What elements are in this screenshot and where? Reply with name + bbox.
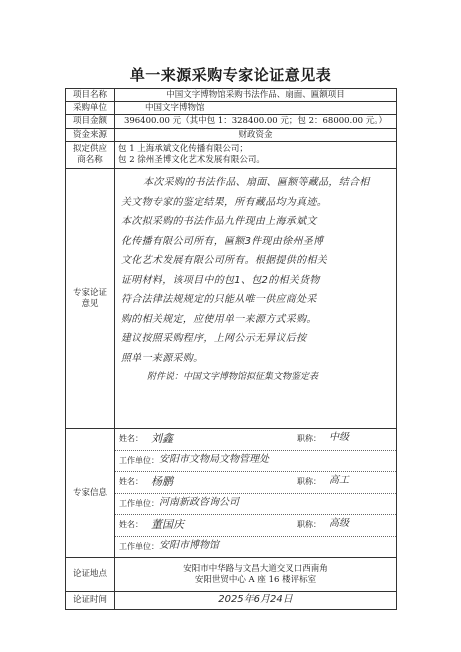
expert-3-name: 董国庆 — [151, 518, 184, 531]
label-experts: 专家信息 — [66, 429, 115, 558]
row-opinion — [66, 169, 397, 429]
label-time: 论证时间 — [66, 592, 115, 610]
opinion-line: 化传播有限公司所有，匾额3件现由徐州圣博 — [121, 235, 324, 247]
expert-3-name-row — [115, 515, 396, 537]
opinion-line: 购的相关规定，应使用单一来源方式采购。 — [121, 313, 317, 325]
label-supplier-line1: 拟定供应 — [72, 144, 107, 155]
opinion-line: 本次拟采购的书法作品九件现由上海承斌文 — [121, 216, 317, 227]
opinion-line: 符合法律法规规定的只能从唯一供应商处采 — [121, 294, 317, 305]
label-opinion-line2: 意见 — [81, 298, 99, 309]
value-amount: 396400.00 元（其中包 1：328400.00 元；包 2：68000.00 元。） — [115, 115, 397, 129]
row-location — [66, 558, 397, 592]
expert-3-title: 高级 — [329, 518, 349, 529]
value-supplier — [115, 142, 397, 169]
expert-work-key: 工作单位： — [119, 541, 159, 551]
expert-3-work: 安阳市博物馆 — [159, 539, 219, 551]
row-time — [66, 592, 397, 610]
label-supplier-line2: 商名称 — [77, 155, 103, 165]
location-line1: 安阳市中华路与文昌大道交叉口西南角 — [183, 563, 328, 574]
expert-2-name: 杨鹏 — [151, 475, 173, 488]
expert-name-key: 姓名： — [119, 434, 143, 443]
supplier-package-1: 包 1 上海承斌文化传播有限公司； — [118, 144, 248, 155]
expert-2-work: 河南新政咨询公司 — [159, 496, 239, 508]
expert-2-work-row — [115, 494, 396, 516]
row-supplier — [66, 142, 397, 169]
expert-2-title: 高工 — [329, 475, 349, 486]
expert-name-key: 姓名： — [119, 477, 143, 486]
label-opinion — [66, 169, 115, 429]
expert-title-key: 职称： — [297, 477, 321, 486]
opinion-attachment: 附件说：中国文字博物馆拟征集文物鉴定表 — [147, 372, 319, 382]
expert-work-key: 工作单位： — [119, 455, 159, 465]
supplier-package-2: 包 2 徐州圣博文化艺术发展有限公司。 — [118, 155, 265, 165]
opinion-line: 关文物专家的鉴定结果，所有藏品均为真迹。 — [121, 196, 327, 208]
opinion-line: 建议按照采购程序，上网公示无异议后按 — [121, 333, 307, 344]
expert-1-name: 刘鑫 — [151, 432, 173, 445]
opinion-content — [115, 169, 397, 429]
expert-1-name-row — [115, 429, 396, 451]
row-fund-source — [66, 129, 397, 142]
expert-1-work: 安阳市文物局文物管理处 — [159, 453, 269, 465]
label-purchaser: 采购单位 — [66, 102, 115, 115]
label-location: 论证地点 — [66, 558, 115, 592]
expert-1-title: 中级 — [329, 432, 349, 443]
value-time: 2025年6月24日 — [115, 592, 397, 610]
opinion-line: 本次采购的书法作品、扇面、匾额等藏品，结合相 — [143, 177, 370, 188]
expert-title-key: 职称： — [297, 520, 321, 529]
opinion-line: 照单一来源采购。 — [121, 352, 204, 364]
label-opinion-line1: 专家论证 — [72, 287, 107, 298]
label-amount: 项目金额 — [66, 115, 115, 129]
value-project-name: 中国文字博物馆采购书法作品、扇面、匾额项目 — [115, 89, 397, 102]
row-amount — [66, 115, 397, 129]
value-fund-source: 财政资金 — [115, 129, 397, 142]
expert-work-key: 工作单位： — [119, 498, 159, 508]
expert-2-name-row — [115, 472, 396, 494]
value-purchaser: 中国文字博物馆 — [115, 102, 397, 115]
row-experts — [66, 429, 397, 558]
label-project-name: 项目名称 — [66, 89, 115, 102]
form-table — [65, 88, 397, 610]
expert-title-key: 职称： — [297, 434, 321, 443]
experts-content — [115, 429, 397, 558]
row-purchaser — [66, 102, 397, 115]
label-supplier — [66, 142, 115, 169]
expert-name-key: 姓名： — [119, 520, 143, 529]
value-location — [115, 558, 397, 592]
location-line2: 安阳世贸中心 A 座 16 楼评标室 — [194, 574, 317, 585]
label-fund-source: 资金来源 — [66, 129, 115, 142]
opinion-line: 证明材料，该项目中的包1、包2的相关货物 — [121, 274, 320, 286]
expert-1-work-row — [115, 451, 396, 473]
expert-3-work-row — [115, 537, 396, 558]
document-title: 单一来源采购专家论证意见表 — [129, 66, 332, 84]
opinion-line: 文化艺术发展有限公司所有。根据提供的相关 — [121, 255, 327, 266]
row-project-name — [66, 89, 397, 102]
